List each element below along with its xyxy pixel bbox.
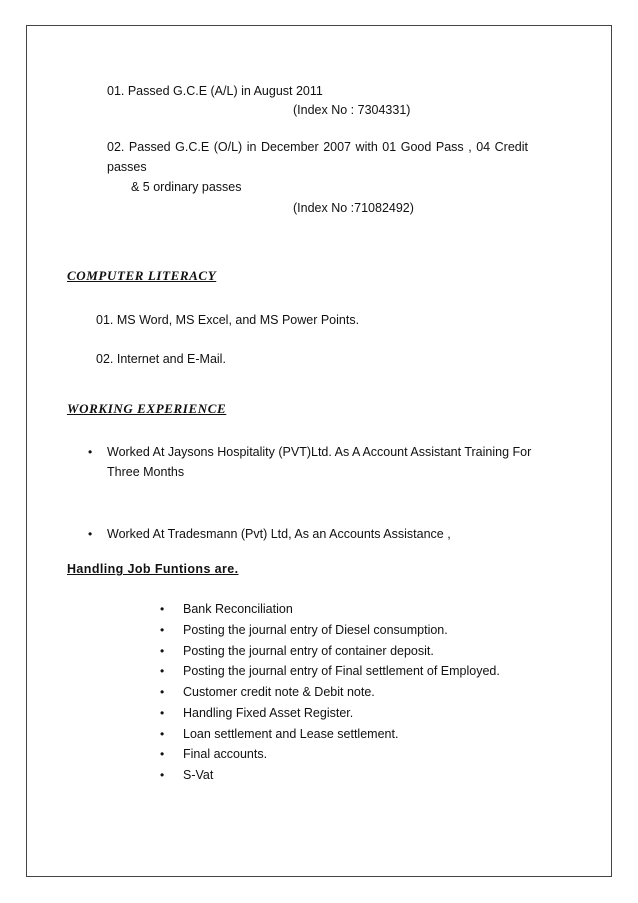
function-item: Handling Fixed Asset Register. [183,706,354,720]
bullet-icon: • [160,623,165,637]
experience-item-jaysons-line1: Worked At Jaysons Hospitality (PVT)Ltd. As A Account Assistant Training For [107,445,532,459]
computer-literacy-item: 01. MS Word, MS Excel, and MS Power Points. [96,313,360,327]
bullet-icon: • [160,727,165,741]
function-item: Bank Reconciliation [183,602,293,616]
function-item: Posting the journal entry of Diesel consumption. [183,623,448,637]
experience-item-jaysons-line2: Three Months [107,465,185,479]
function-item: Loan settlement and Lease settlement. [183,727,399,741]
function-item: Final accounts. [183,747,268,761]
bullet-icon: • [160,768,165,782]
function-item: Posting the journal entry of container deposit. [183,644,434,658]
bullet-icon: • [160,644,165,658]
ol-result-line3: & 5 ordinary passes [131,180,242,194]
bullet-icon: • [160,664,165,678]
bullet-icon: • [88,445,93,459]
bullet-icon: • [160,747,165,761]
working-experience-heading: WORKING EXPERIENCE [67,401,227,416]
ol-result-line2: passes [107,160,147,174]
experience-item-tradesmann: Worked At Tradesmann (Pvt) Ltd, As an Accounts Assistance , [107,527,451,541]
function-item: S-Vat [183,768,214,782]
computer-literacy-heading: COMPUTER LITERACY [67,268,217,283]
bullet-icon: • [88,527,93,541]
function-item: Posting the journal entry of Final settlement of Employed. [183,664,500,678]
ol-result-line1: 02. Passed G.C.E (O/L) in December 2007 with 01 Good Pass , 04 Credit [107,140,528,154]
computer-literacy-item: 02. Internet and E-Mail. [96,352,226,366]
al-result: 01. Passed G.C.E (A/L) in August 2011 [107,84,323,98]
handling-functions-heading: Handling Job Funtions are. [67,562,239,576]
al-index: (Index No : 7304331) [293,103,411,117]
ol-index: (Index No :71082492) [293,201,414,215]
bullet-icon: • [160,685,165,699]
bullet-icon: • [160,706,165,720]
function-item: Customer credit note & Debit note. [183,685,375,699]
bullet-icon: • [160,602,165,616]
